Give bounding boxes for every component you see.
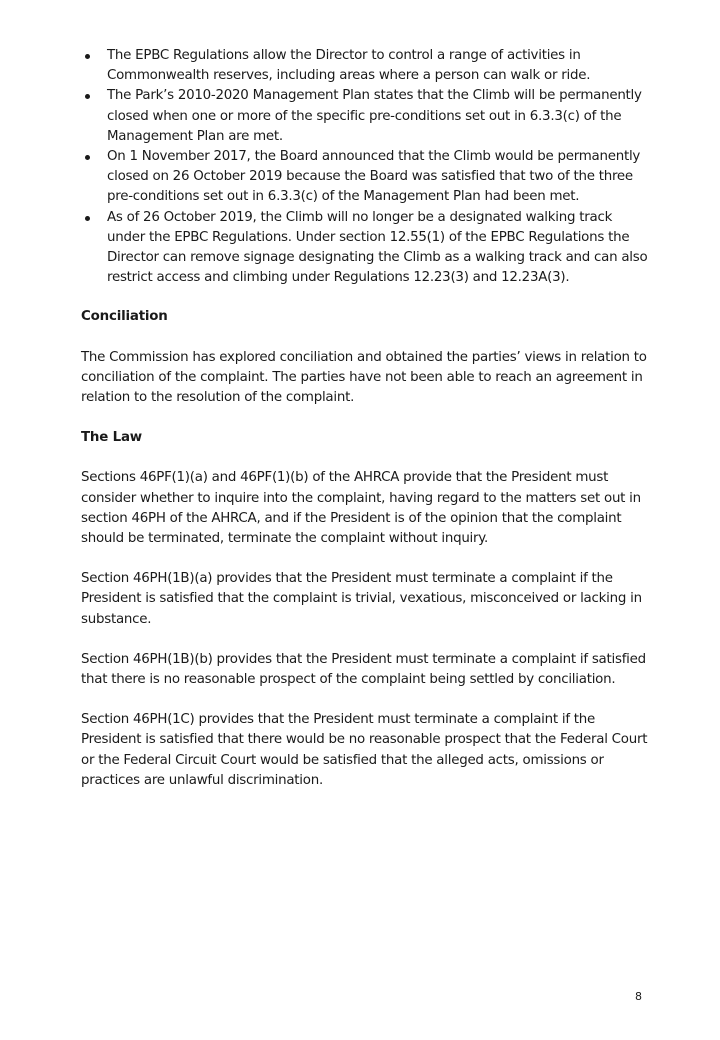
bullet-dot-icon: [85, 216, 90, 221]
bullet-dot-icon: [85, 94, 90, 99]
page-number: 8: [635, 990, 642, 1003]
bullet-list: [81, 46, 653, 288]
list-item: [81, 46, 653, 86]
bullet-dot-icon: [85, 54, 90, 59]
bullet-text: The EPBC Regulations allow the Director to control a range of activities in Commonwealth reserves, including areas where a person can walk or ride.: [107, 48, 591, 84]
law-paragraph: Section 46PH(1B)(b) provides that the President must terminate a complaint if satisfied that there is no reasonable prospect of the complaint being settled by conciliation.: [81, 651, 646, 688]
law-paragraph: Sections 46PF(1)(a) and 46PF(1)(b) of the AHRCA provide that the President must consider whether to inquire into the complaint, having regard to the matters set out in section 46PH of the AHRCA, and if the President is of the opinion that the complaint should be terminated, terminate the complaint without inquiry.: [81, 470, 641, 547]
law-paragraph: Section 46PH(1C) provides that the President must terminate a complaint if the President is satisfied that there would be no reasonable prospect that the Federal Court or the Federal Circuit Court would be satisfied that the alleged acts, omissions or practices are unlawful discrimination.: [81, 712, 648, 788]
law-paragraph: Section 46PH(1B)(a) provides that the President must terminate a complaint if the President is satisfied that the complaint is trivial, vexatious, misconceived or lacking in substance.: [81, 571, 642, 627]
document-page: [81, 46, 653, 791]
conciliation-heading: Conciliation: [81, 309, 168, 325]
bullet-text: The Park’s 2010-2020 Management Plan states that the Climb will be permanently closed when one or more of the specific pre-conditions set out in 6.3.3(c) of the Management Plan are met.: [107, 88, 642, 144]
conciliation-paragraph: The Commission has explored conciliation and obtained the parties’ views in relation to conciliation of the complaint. The parties have not been able to reach an agreement in relation to the resolution of the complaint.: [81, 349, 647, 406]
list-item: [81, 208, 653, 289]
bullet-text: On 1 November 2017, the Board announced that the Climb would be permanently closed on 26 October 2019 because the Board was satisfied that two of the three pre-conditions set out in 6.3.3(c) of the Management Plan had been met.: [107, 149, 641, 205]
law-heading: The Law: [81, 430, 142, 446]
list-item: [81, 147, 653, 208]
list-item: [81, 86, 653, 147]
bullet-text: As of 26 October 2019, the Climb will no longer be a designated walking track under the EPBC Regulations. Under section 12.55(1) of the EPBC Regulations the Director can remove signage designating the Climb as a walking track and can also restrict access and climbing under Regulations 12.23(3) and 12.23A(3).: [107, 209, 648, 286]
bullet-dot-icon: [85, 155, 90, 160]
